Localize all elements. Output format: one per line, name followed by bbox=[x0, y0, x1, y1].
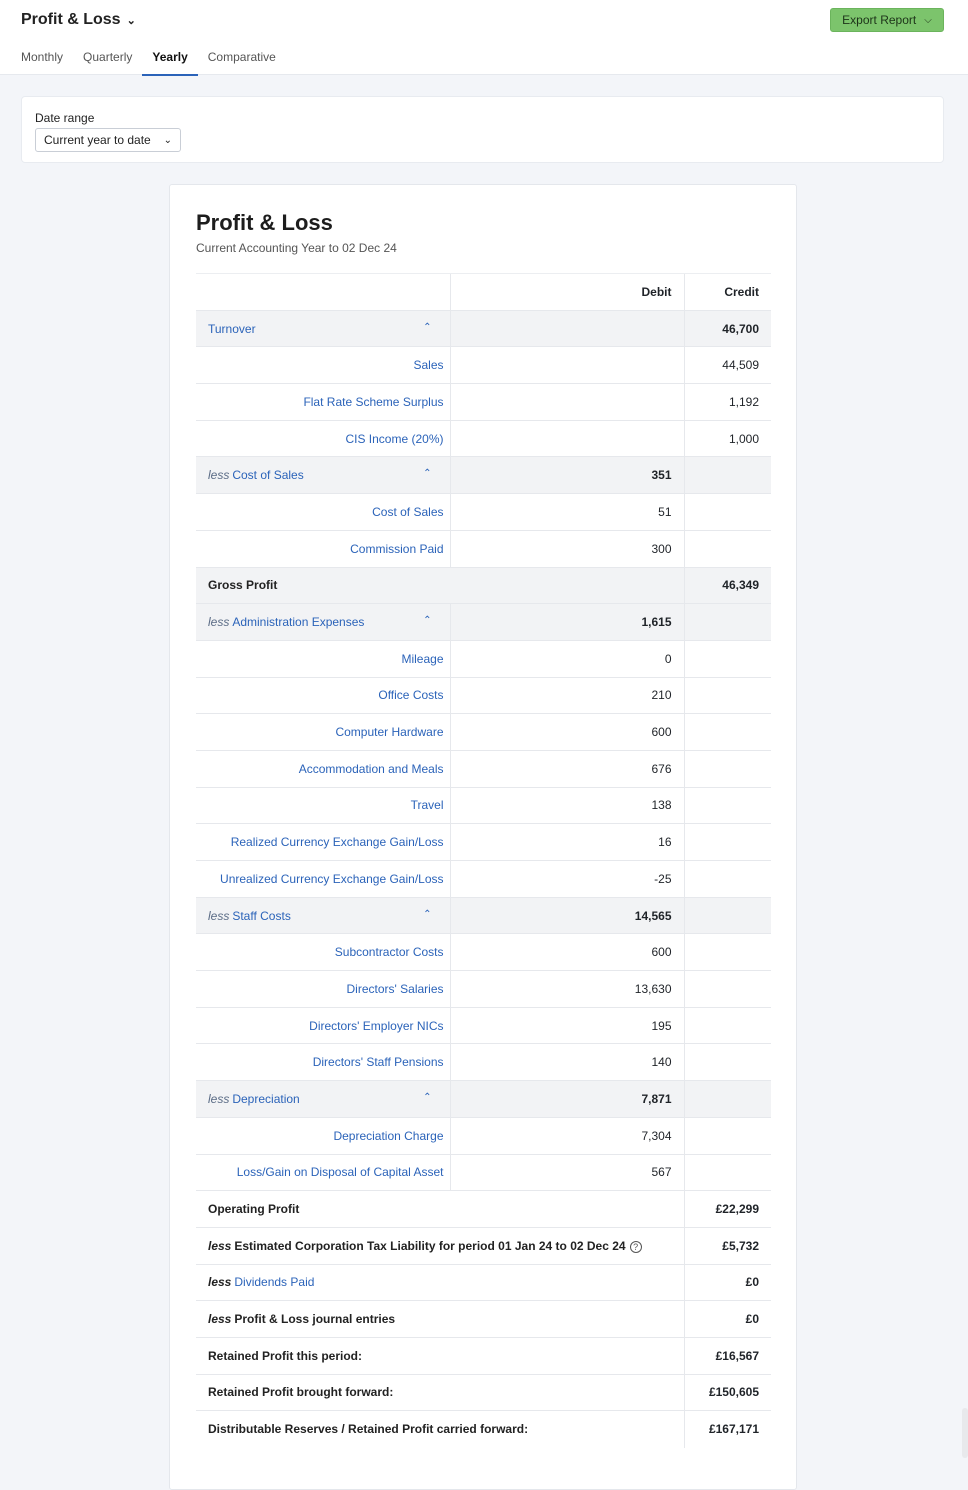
cost-of-sales-item-debit: 51 bbox=[450, 494, 684, 531]
retained-bf-row bbox=[196, 1374, 771, 1411]
less-label: less bbox=[208, 1312, 232, 1327]
employer-nics-debit: 195 bbox=[450, 1007, 684, 1044]
profit-loss-table bbox=[196, 273, 771, 1448]
cis-income-link[interactable]: CIS Income (20%) bbox=[345, 431, 444, 446]
disposal-link[interactable]: Loss/Gain on Disposal of Capital Asset bbox=[236, 1165, 444, 1180]
chevron-up-icon[interactable]: ⌃ bbox=[423, 615, 432, 627]
less-label: less bbox=[208, 1091, 230, 1106]
table-header bbox=[196, 274, 771, 311]
dividends-row bbox=[196, 1264, 771, 1301]
report-title: Profit & Loss bbox=[196, 210, 333, 235]
table-row bbox=[196, 861, 771, 898]
staff-costs-label[interactable]: Staff Costs bbox=[232, 908, 291, 923]
chevron-down-icon: ⌄ bbox=[126, 14, 136, 27]
retained-period-row bbox=[196, 1337, 771, 1374]
date-range-value: Current year to date bbox=[44, 133, 151, 147]
reserves-cf-row bbox=[196, 1411, 771, 1448]
office-costs-debit: 210 bbox=[450, 677, 684, 714]
table-row bbox=[196, 530, 771, 567]
less-label: less bbox=[208, 1275, 232, 1290]
flat-rate-link[interactable]: Flat Rate Scheme Surplus bbox=[303, 394, 444, 409]
operating-profit-value: £22,299 bbox=[684, 1191, 771, 1228]
filter-card bbox=[21, 96, 944, 163]
travel-debit: 138 bbox=[450, 787, 684, 824]
tab-yearly[interactable]: Yearly bbox=[142, 50, 197, 76]
staff-costs-row[interactable] bbox=[196, 897, 771, 934]
chevron-down-icon: ⌵ bbox=[924, 14, 932, 26]
table-row bbox=[196, 1007, 771, 1044]
commission-paid-link[interactable]: Commission Paid bbox=[350, 541, 444, 556]
travel-link[interactable]: Travel bbox=[410, 798, 444, 813]
sales-link[interactable]: Sales bbox=[413, 358, 444, 373]
directors-salaries-debit: 13,630 bbox=[450, 971, 684, 1008]
realized-fx-debit: 16 bbox=[450, 824, 684, 861]
chevron-up-icon[interactable]: ⌃ bbox=[423, 468, 432, 480]
corp-tax-row bbox=[196, 1227, 771, 1264]
journal-label: Profit & Loss journal entries bbox=[234, 1312, 396, 1327]
corp-tax-value: £5,732 bbox=[684, 1227, 771, 1264]
gross-profit-credit: 46,349 bbox=[684, 567, 771, 604]
depreciation-charge-debit: 7,304 bbox=[450, 1117, 684, 1154]
depreciation-debit: 7,871 bbox=[450, 1081, 684, 1118]
cost-of-sales-link[interactable]: Cost of Sales bbox=[372, 504, 444, 519]
chevron-up-icon[interactable]: ⌃ bbox=[423, 908, 432, 920]
journal-row bbox=[196, 1301, 771, 1338]
commission-paid-debit: 300 bbox=[450, 530, 684, 567]
period-tabs bbox=[21, 50, 286, 76]
employer-nics-link[interactable]: Directors' Employer NICs bbox=[309, 1018, 444, 1033]
table-row bbox=[196, 1117, 771, 1154]
unrealized-fx-link[interactable]: Unrealized Currency Exchange Gain/Loss bbox=[220, 871, 444, 886]
subcontractor-debit: 600 bbox=[450, 934, 684, 971]
cost-of-sales-label[interactable]: Cost of Sales bbox=[232, 468, 304, 483]
less-label: less bbox=[208, 908, 230, 923]
help-icon[interactable]: ? bbox=[630, 1241, 642, 1253]
table-row bbox=[196, 1154, 771, 1191]
dividends-value: £0 bbox=[684, 1264, 771, 1301]
retained-period-label: Retained Profit this period: bbox=[196, 1337, 684, 1374]
unrealized-fx-debit: -25 bbox=[450, 861, 684, 898]
corp-tax-label: Estimated Corporation Tax Liability for period 01 Jan 24 to 02 Dec 24 bbox=[234, 1238, 626, 1253]
accommodation-link[interactable]: Accommodation and Meals bbox=[298, 761, 444, 776]
scrollbar[interactable] bbox=[962, 1408, 968, 1458]
depreciation-label[interactable]: Depreciation bbox=[232, 1091, 300, 1106]
table-row bbox=[196, 640, 771, 677]
top-bar bbox=[0, 0, 968, 75]
export-report-label: Export Report bbox=[842, 13, 917, 27]
table-row bbox=[196, 494, 771, 531]
tab-comparative[interactable]: Comparative bbox=[207, 50, 276, 64]
report-selector-label: Profit & Loss bbox=[21, 11, 121, 28]
cost-of-sales-debit: 351 bbox=[450, 457, 684, 494]
computer-hardware-link[interactable]: Computer Hardware bbox=[335, 725, 444, 740]
admin-expenses-row[interactable] bbox=[196, 604, 771, 641]
report-subtitle: Current Accounting Year to 02 Dec 24 bbox=[196, 241, 397, 255]
retained-bf-value: £150,605 bbox=[684, 1374, 771, 1411]
tab-quarterly[interactable]: Quarterly bbox=[83, 50, 133, 64]
reserves-cf-value: £167,171 bbox=[684, 1411, 771, 1448]
turnover-row[interactable] bbox=[196, 310, 771, 347]
retained-period-value: £16,567 bbox=[684, 1337, 771, 1374]
table-row bbox=[196, 787, 771, 824]
table-row bbox=[196, 971, 771, 1008]
accommodation-debit: 676 bbox=[450, 750, 684, 787]
less-label: less bbox=[208, 468, 230, 483]
journal-value: £0 bbox=[684, 1301, 771, 1338]
depreciation-row[interactable] bbox=[196, 1081, 771, 1118]
chevron-up-icon[interactable]: ⌃ bbox=[423, 1091, 432, 1103]
staff-costs-debit: 14,565 bbox=[450, 897, 684, 934]
less-label: less bbox=[208, 615, 230, 630]
dividends-link[interactable]: Dividends Paid bbox=[234, 1275, 315, 1290]
mileage-link[interactable]: Mileage bbox=[401, 651, 444, 666]
cost-of-sales-row[interactable] bbox=[196, 457, 771, 494]
chevron-up-icon[interactable]: ⌃ bbox=[423, 321, 432, 333]
directors-salaries-link[interactable]: Directors' Salaries bbox=[346, 981, 444, 996]
chevron-down-icon: ⌄ bbox=[163, 134, 172, 146]
staff-pensions-debit: 140 bbox=[450, 1044, 684, 1081]
realized-fx-link[interactable]: Realized Currency Exchange Gain/Loss bbox=[230, 835, 444, 850]
sales-credit: 44,509 bbox=[684, 347, 771, 384]
table-row bbox=[196, 384, 771, 421]
admin-expenses-label[interactable]: Administration Expenses bbox=[232, 615, 365, 630]
computer-hardware-debit: 600 bbox=[450, 714, 684, 751]
turnover-credit: 46,700 bbox=[684, 310, 771, 347]
cis-income-credit: 1,000 bbox=[684, 420, 771, 457]
tab-monthly[interactable]: Monthly bbox=[21, 50, 64, 64]
table-row bbox=[196, 714, 771, 751]
table-row bbox=[196, 677, 771, 714]
depreciation-charge-link[interactable]: Depreciation Charge bbox=[333, 1128, 444, 1143]
date-range-select[interactable] bbox=[35, 128, 181, 152]
operating-profit-row bbox=[196, 1191, 771, 1228]
table-row bbox=[196, 420, 771, 457]
mileage-debit: 0 bbox=[450, 640, 684, 677]
report-selector[interactable] bbox=[21, 11, 136, 29]
subcontractor-link[interactable]: Subcontractor Costs bbox=[334, 945, 444, 960]
table-row bbox=[196, 750, 771, 787]
table-row bbox=[196, 1044, 771, 1081]
reserves-cf-label: Distributable Reserves / Retained Profit carried forward: bbox=[196, 1411, 684, 1448]
disposal-debit: 567 bbox=[450, 1154, 684, 1191]
debit-header: Debit bbox=[450, 274, 684, 311]
office-costs-link[interactable]: Office Costs bbox=[378, 688, 444, 703]
less-label: less bbox=[208, 1238, 232, 1253]
export-report-button[interactable] bbox=[830, 8, 944, 32]
table-row bbox=[196, 934, 771, 971]
table-row bbox=[196, 824, 771, 861]
operating-profit-label: Operating Profit bbox=[196, 1191, 684, 1228]
flat-rate-credit: 1,192 bbox=[684, 384, 771, 421]
admin-expenses-debit: 1,615 bbox=[450, 604, 684, 641]
turnover-label[interactable]: Turnover bbox=[208, 321, 256, 336]
report-card bbox=[169, 184, 797, 1490]
retained-bf-label: Retained Profit brought forward: bbox=[196, 1374, 684, 1411]
credit-header: Credit bbox=[684, 274, 771, 311]
date-range-label: Date range bbox=[35, 111, 95, 125]
gross-profit-label: Gross Profit bbox=[196, 567, 684, 604]
gross-profit-row bbox=[196, 567, 771, 604]
table-row bbox=[196, 347, 771, 384]
staff-pensions-link[interactable]: Directors' Staff Pensions bbox=[312, 1055, 444, 1070]
